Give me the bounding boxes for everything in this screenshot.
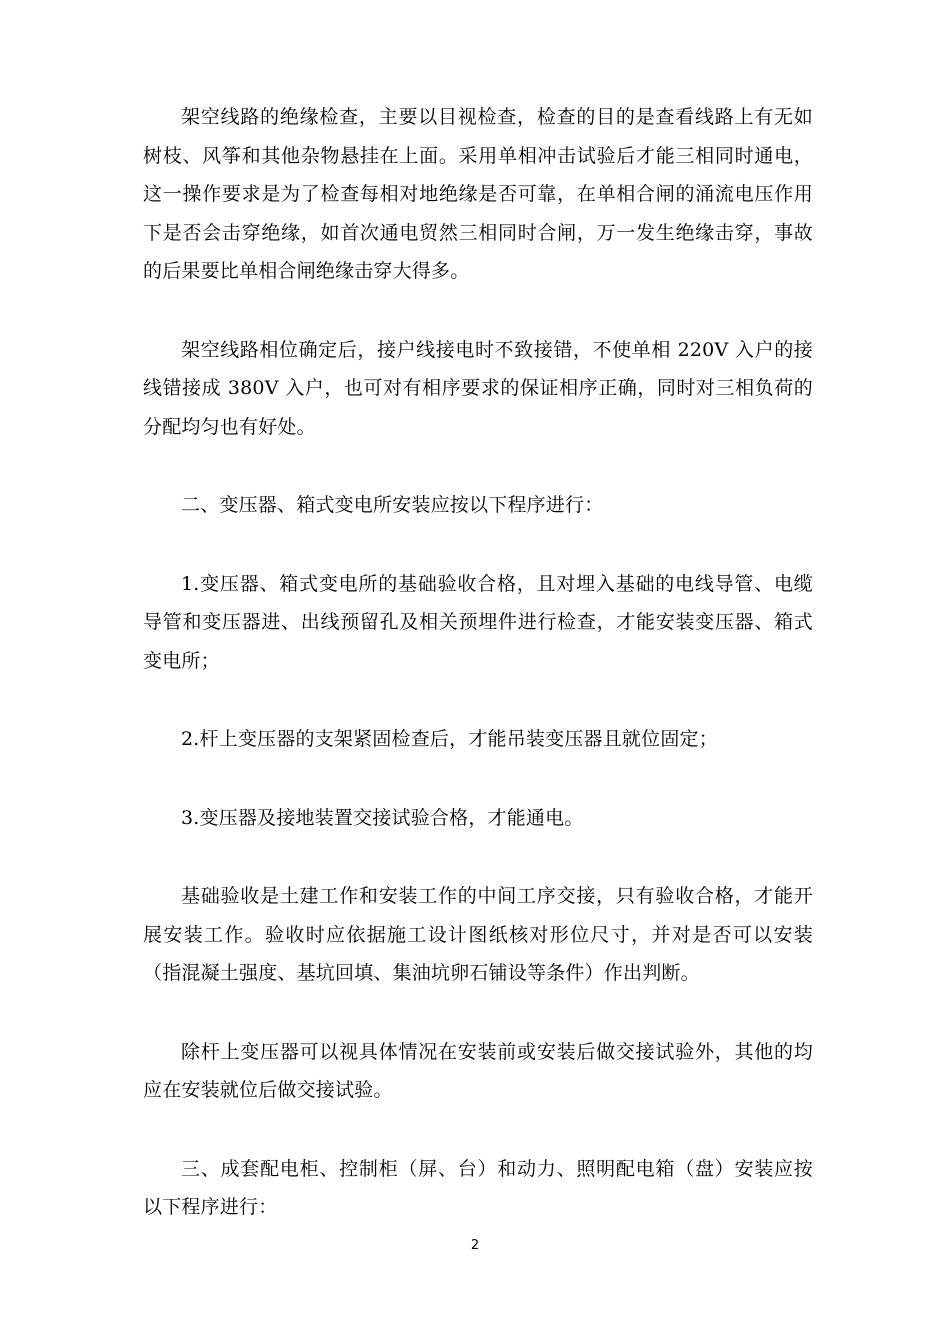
paragraph-overhead-line-insulation: 架空线路的绝缘检查，主要以目视检查，检查的目的是查看线路上有无如树枝、风筝和其他杂物悬挂在上面。采用单相冲击试验后才能三相同时通电，这一操作要求是为了检查每相对地绝缘是否可靠，在单相合闸的涌流电压作用下是否会击穿绝缘，如首次通电贸然三相同时合闸，万一发生绝缘击穿，事故的后果要比单相合闸绝缘击穿大得多。 bbox=[143, 106, 813, 282]
paragraph-gap bbox=[143, 759, 813, 799]
paragraph-gap bbox=[143, 291, 813, 331]
paragraph-gap bbox=[143, 446, 813, 486]
paragraph-gap bbox=[143, 837, 813, 877]
document-body bbox=[143, 98, 813, 1227]
list-item-2: 2.杆上变压器的支架紧固检查后，才能吊装变压器且就位固定； bbox=[181, 728, 718, 750]
paragraph-gap bbox=[143, 525, 813, 565]
paragraph-handover-test: 除杆上变压器可以视具体情况在安装前或安装后做交接试验外，其他的均应在安装就位后做交接试验。 bbox=[143, 1040, 813, 1101]
paragraph-gap bbox=[143, 680, 813, 720]
paragraph-gap bbox=[143, 993, 813, 1033]
list-item-1: 1.变压器、箱式变电所的基础验收合格，且对埋入基础的电线导管、电缆导管和变压器进、出线预留孔及相关预埋件进行检查，才能安装变压器、箱式变电所； bbox=[143, 572, 813, 672]
page-number: 2 bbox=[470, 1238, 480, 1253]
section-heading-transformer: 二、变压器、箱式变电所安装应按以下程序进行： bbox=[181, 494, 604, 516]
paragraph-phase-confirmation: 架空线路相位确定后，接户线接电时不致接错，不使单相 220V 入户的接线错接成 380V 入户，也可对有相序要求的保证相序正确，同时对三相负荷的分配均匀也有好处。 bbox=[143, 338, 813, 438]
list-item-3: 3.变压器及接地装置交接试验合格，才能通电。 bbox=[181, 806, 584, 829]
section-heading-switchgear: 三、成套配电柜、控制柜（屏、台）和动力、照明配电箱（盘）安装应按以下程序进行： bbox=[143, 1157, 813, 1218]
paragraph-gap bbox=[143, 1110, 813, 1150]
paragraph-foundation-acceptance: 基础验收是土建工作和安装工作的中间工序交接，只有验收合格，才能开展安装工作。验收时应依据施工设计图纸核对形位尺寸，并对是否可以安装（指混凝土强度、基坑回填、集油坑卵石铺设等条件）作出判断。 bbox=[143, 885, 813, 984]
